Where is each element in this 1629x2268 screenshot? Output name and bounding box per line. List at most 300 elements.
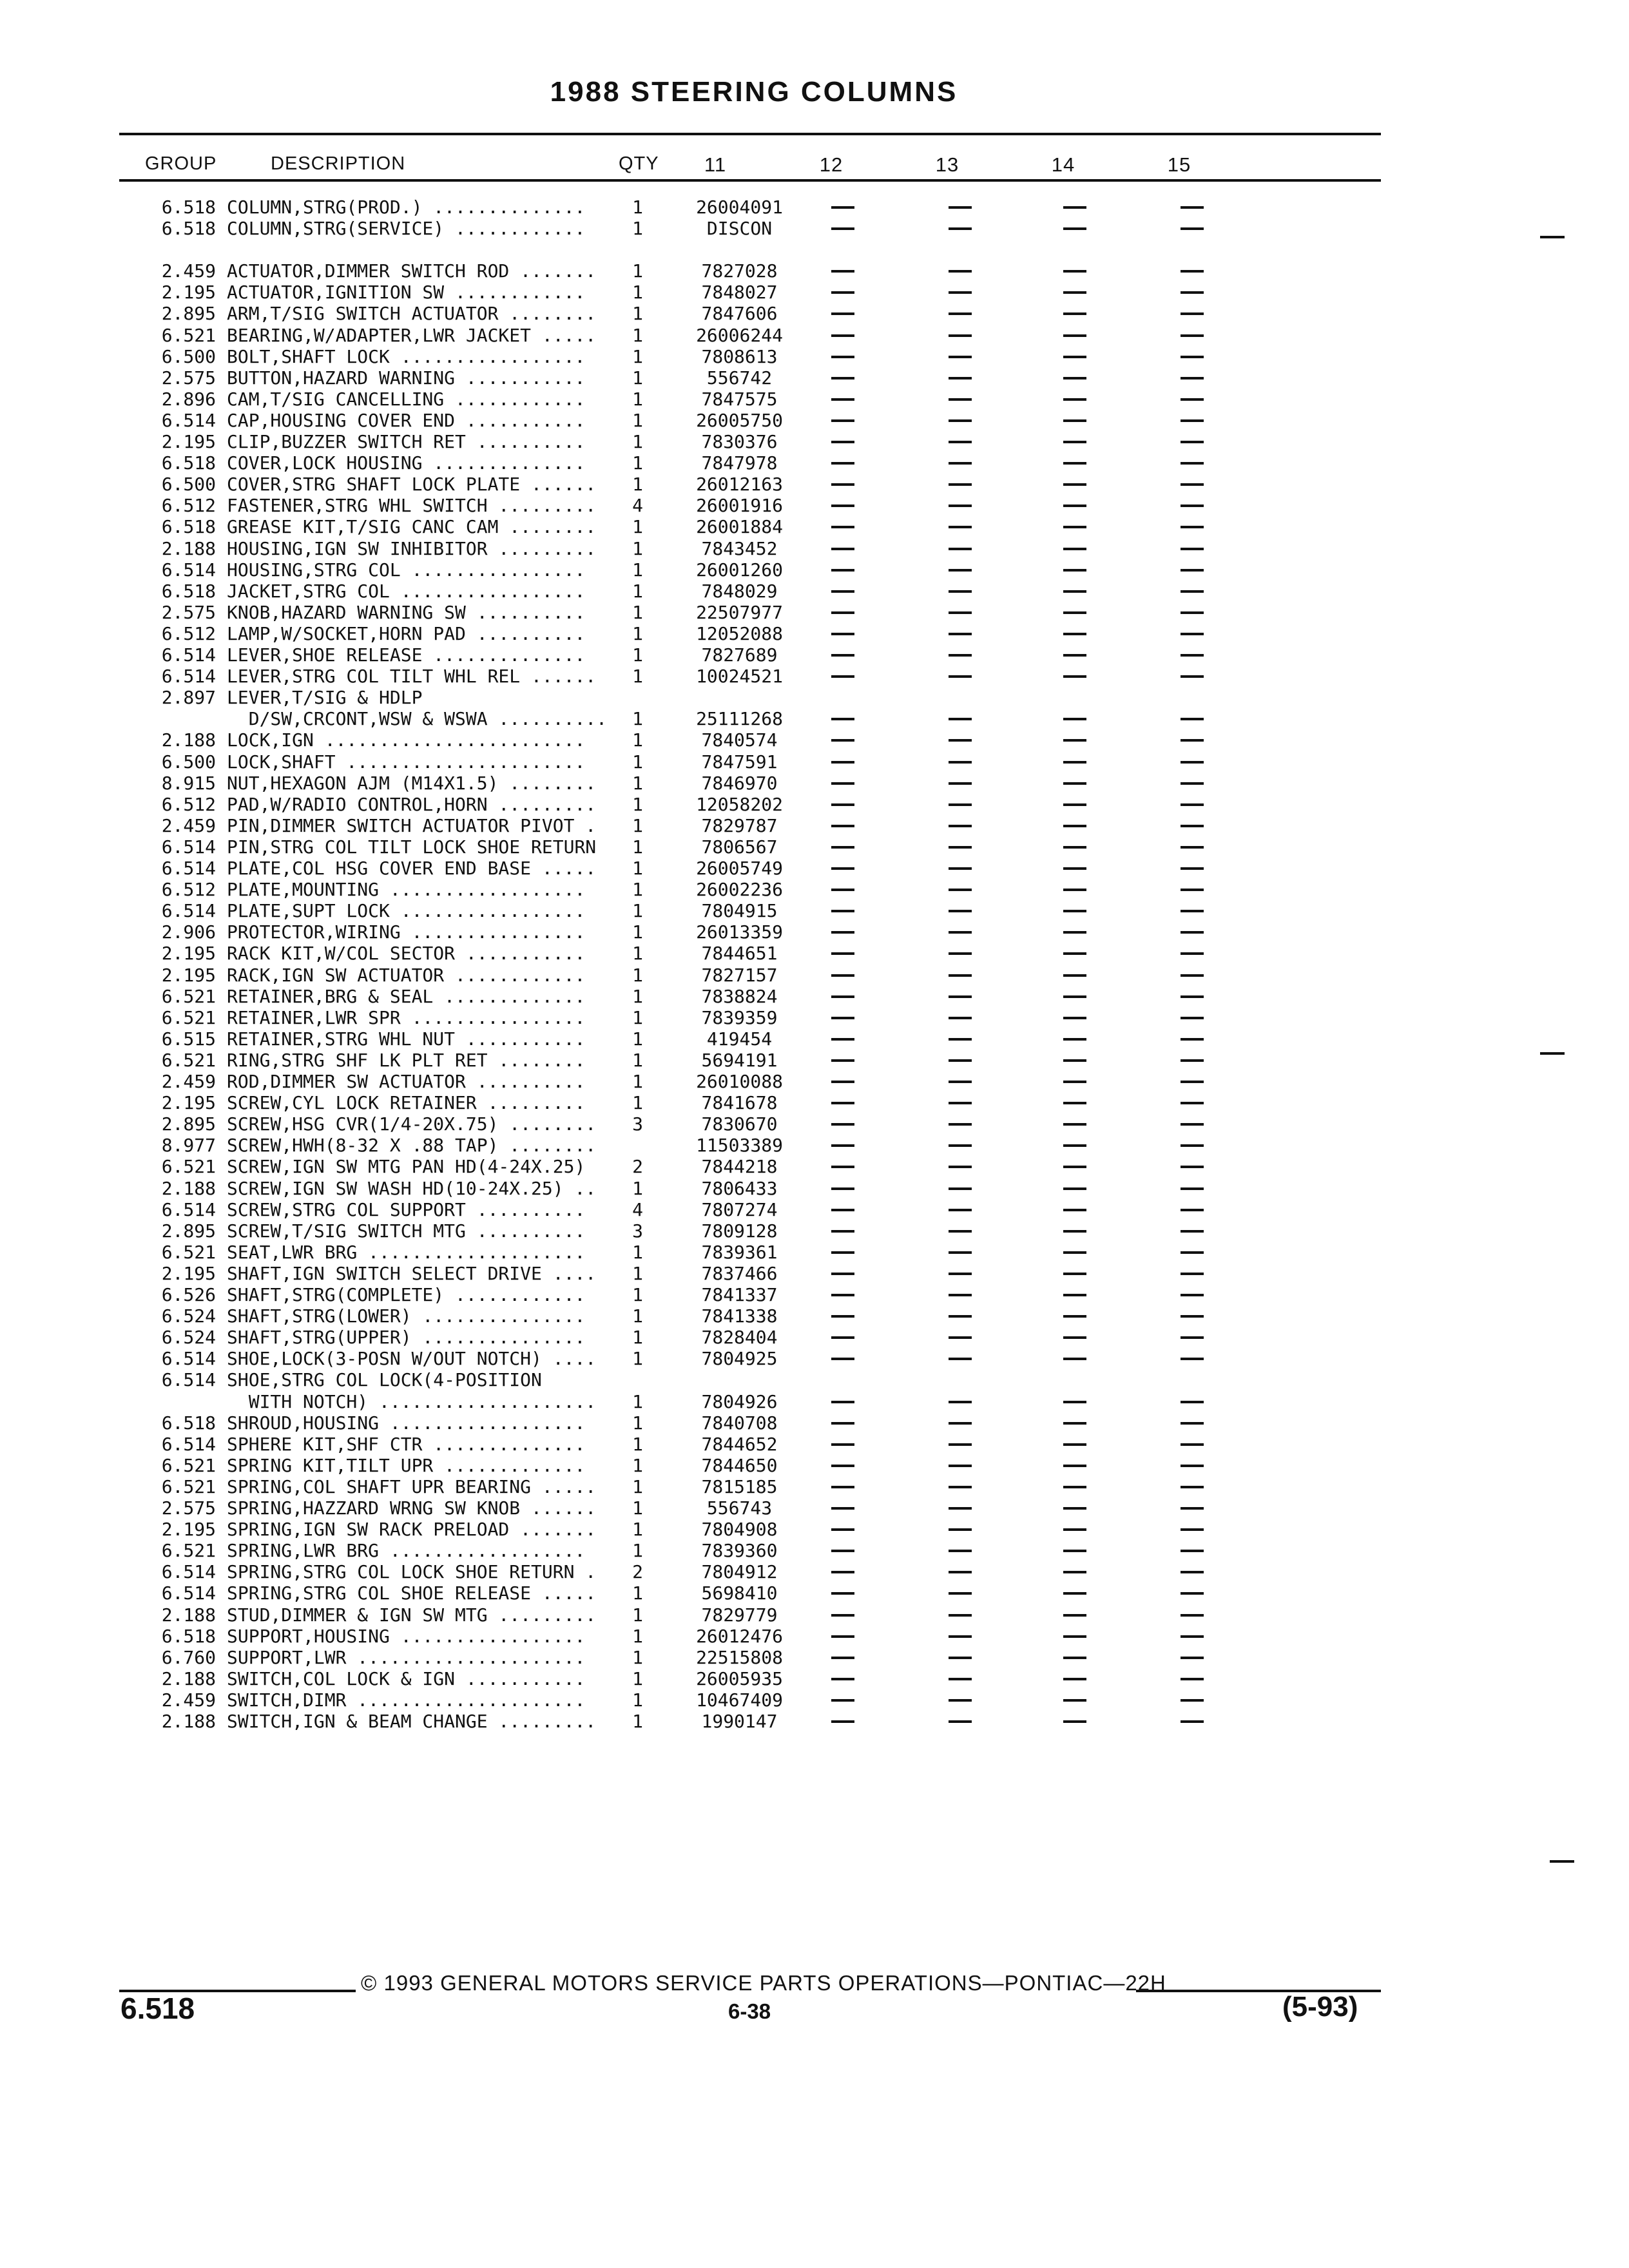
not-applicable-dash <box>1181 526 1204 528</box>
not-applicable-dash <box>1063 548 1086 550</box>
part-number-cell: 26001260 <box>696 559 783 581</box>
qty-cell: 1 <box>632 708 643 730</box>
page-title: 1988 STEERING COLUMNS <box>550 76 958 108</box>
not-applicable-dash <box>949 995 972 998</box>
not-applicable-dash <box>949 1209 972 1211</box>
description-cell: SCREW,HSG CVR(1/4-20X.75) ........ <box>227 1113 597 1135</box>
not-applicable-dash <box>831 1465 854 1467</box>
description-cell: ACTUATOR,IGNITION SW ............ <box>227 282 586 303</box>
description-cell: RETAINER,LWR SPR ................ <box>227 1006 586 1028</box>
part-number-cell: 7840708 <box>701 1412 778 1434</box>
group-cell: 2.188 <box>161 1177 216 1199</box>
not-applicable-dash <box>949 1123 972 1126</box>
not-applicable-dash <box>1063 761 1086 764</box>
part-number-cell: 26004091 <box>696 197 783 218</box>
not-applicable-dash <box>1181 1251 1204 1254</box>
group-cell: 2.459 <box>161 814 216 836</box>
qty-cell: 2 <box>632 1561 643 1583</box>
not-applicable-dash <box>1063 590 1086 593</box>
not-applicable-dash <box>949 1614 972 1617</box>
not-applicable-dash <box>1063 270 1086 273</box>
not-applicable-dash <box>1181 1528 1204 1531</box>
not-applicable-dash <box>1063 1635 1086 1638</box>
group-cell: 2.188 <box>161 1667 216 1689</box>
qty-cell: 1 <box>632 879 643 901</box>
not-applicable-dash <box>1063 1230 1086 1233</box>
not-applicable-dash <box>831 1550 854 1552</box>
not-applicable-dash <box>1181 441 1204 443</box>
qty-cell: 1 <box>632 218 643 240</box>
part-number-cell: 25111268 <box>696 708 783 730</box>
not-applicable-dash <box>831 952 854 955</box>
part-number-cell: 7846970 <box>701 772 778 794</box>
part-number-cell: 7804925 <box>701 1348 778 1370</box>
not-applicable-dash <box>1181 1699 1204 1702</box>
not-applicable-dash <box>1181 803 1204 806</box>
qty-cell: 1 <box>632 367 643 389</box>
not-applicable-dash <box>831 889 854 891</box>
description-cell: RACK KIT,W/COL SECTOR ........... <box>227 943 586 965</box>
not-applicable-dash <box>949 377 972 380</box>
part-number-cell: 7829787 <box>701 814 778 836</box>
not-applicable-dash <box>1181 611 1204 614</box>
part-number-cell: 5694191 <box>701 1049 778 1071</box>
group-cell: 2.195 <box>161 1262 216 1284</box>
not-applicable-dash <box>831 846 854 849</box>
part-number-cell: 7829779 <box>701 1604 778 1626</box>
not-applicable-dash <box>949 356 972 358</box>
not-applicable-dash <box>831 910 854 912</box>
part-number-cell: 1990147 <box>701 1711 778 1732</box>
not-applicable-dash <box>949 1571 972 1573</box>
qty-cell: 1 <box>632 388 643 410</box>
qty-cell: 1 <box>632 1006 643 1028</box>
part-number-cell: 7839360 <box>701 1540 778 1562</box>
not-applicable-dash <box>1063 1336 1086 1339</box>
description-cell: PLATE,COL HSG COVER END BASE ..... <box>227 858 597 879</box>
group-cell: 6.514 <box>161 1582 216 1604</box>
group-cell: 6.500 <box>161 474 216 495</box>
qty-cell: 1 <box>632 1582 643 1604</box>
description-cell: ARM,T/SIG SWITCH ACTUATOR ........ <box>227 303 597 325</box>
group-cell: 6.760 <box>161 1646 216 1668</box>
group-cell: 2.575 <box>161 1497 216 1519</box>
description-cell: SCREW,IGN SW WASH HD(10-24X.25) .. <box>227 1177 597 1199</box>
description-cell: KNOB,HAZARD WARNING SW .......... <box>227 601 586 623</box>
not-applicable-dash <box>1063 1699 1086 1702</box>
not-applicable-dash <box>1063 1528 1086 1531</box>
part-number-cell: 11503389 <box>696 1135 783 1157</box>
not-applicable-dash <box>831 1657 854 1659</box>
not-applicable-dash <box>1181 483 1204 486</box>
not-applicable-dash <box>1063 1294 1086 1296</box>
not-applicable-dash <box>1063 1251 1086 1254</box>
group-cell: 6.521 <box>161 1006 216 1028</box>
not-applicable-dash <box>1063 312 1086 315</box>
qty-cell: 1 <box>632 1689 643 1711</box>
not-applicable-dash <box>1181 1465 1204 1467</box>
qty-cell: 1 <box>632 1711 643 1732</box>
description-cell: SPRING,LWR BRG .................. <box>227 1540 586 1562</box>
not-applicable-dash <box>831 1336 854 1339</box>
qty-cell: 1 <box>632 516 643 538</box>
not-applicable-dash <box>831 718 854 720</box>
description-cell: RING,STRG SHF LK PLT RET ........ <box>227 1049 586 1071</box>
part-number-cell: 7804912 <box>701 1561 778 1583</box>
not-applicable-dash <box>949 718 972 720</box>
group-cell: 2.896 <box>161 388 216 410</box>
not-applicable-dash <box>831 1571 854 1573</box>
not-applicable-dash <box>1181 312 1204 315</box>
not-applicable-dash <box>831 1081 854 1083</box>
not-applicable-dash <box>1181 952 1204 955</box>
part-number-cell: 26001916 <box>696 495 783 517</box>
part-number-cell: 26006244 <box>696 324 783 346</box>
not-applicable-dash <box>831 569 854 572</box>
not-applicable-dash <box>1063 952 1086 955</box>
group-cell: 6.521 <box>161 1454 216 1476</box>
part-number-cell: 7827157 <box>701 964 778 986</box>
qty-cell: 1 <box>632 1519 643 1541</box>
not-applicable-dash <box>831 1528 854 1531</box>
qty-cell: 1 <box>632 409 643 431</box>
part-number-cell: 12052088 <box>696 622 783 644</box>
group-cell: 6.514 <box>161 1561 216 1583</box>
qty-cell: 1 <box>632 1646 643 1668</box>
not-applicable-dash <box>1181 1038 1204 1041</box>
not-applicable-dash <box>949 206 972 209</box>
not-applicable-dash <box>831 1187 854 1190</box>
group-cell: 2.195 <box>161 431 216 452</box>
group-cell: 2.188 <box>161 537 216 559</box>
not-applicable-dash <box>831 1315 854 1318</box>
not-applicable-dash <box>831 334 854 337</box>
not-applicable-dash <box>1181 1059 1204 1062</box>
not-applicable-dash <box>1063 803 1086 806</box>
part-number-cell: 22507977 <box>696 601 783 623</box>
qty-cell: 1 <box>632 260 643 282</box>
not-applicable-dash <box>831 1614 854 1617</box>
group-cell: 6.518 <box>161 1625 216 1647</box>
group-cell: 6.518 <box>161 1412 216 1434</box>
not-applicable-dash <box>1181 846 1204 849</box>
part-number-cell: 26001884 <box>696 516 783 538</box>
not-applicable-dash <box>1181 291 1204 294</box>
group-cell: 6.514 <box>161 1369 216 1391</box>
not-applicable-dash <box>831 1294 854 1296</box>
group-cell: 6.515 <box>161 1028 216 1050</box>
not-applicable-dash <box>1063 846 1086 849</box>
not-applicable-dash <box>1063 398 1086 401</box>
not-applicable-dash <box>1181 356 1204 358</box>
description-cell: LEVER,T/SIG & HDLP <box>227 687 423 709</box>
description-cell: SPRING,COL SHAFT UPR BEARING ..... <box>227 1475 597 1497</box>
part-number-cell: 12058202 <box>696 793 783 815</box>
qty-cell: 1 <box>632 751 643 773</box>
not-applicable-dash <box>949 526 972 528</box>
not-applicable-dash <box>831 1678 854 1680</box>
not-applicable-dash <box>831 1209 854 1211</box>
description-cell: SPHERE KIT,SHF CTR .............. <box>227 1433 586 1455</box>
not-applicable-dash <box>1181 718 1204 720</box>
not-applicable-dash <box>1063 825 1086 827</box>
not-applicable-dash <box>1063 654 1086 657</box>
part-number-cell: 7848027 <box>701 282 778 303</box>
description-cell: SUPPORT,HOUSING ................. <box>227 1625 586 1647</box>
qty-cell: 1 <box>632 197 643 218</box>
part-number-cell: 7807274 <box>701 1198 778 1220</box>
not-applicable-dash <box>949 548 972 550</box>
not-applicable-dash <box>1063 782 1086 785</box>
group-cell: 6.512 <box>161 495 216 517</box>
not-applicable-dash <box>1063 675 1086 678</box>
part-number-cell: 7830670 <box>701 1113 778 1135</box>
part-number-cell: 7815185 <box>701 1475 778 1497</box>
not-applicable-dash <box>831 398 854 401</box>
group-cell: 6.514 <box>161 1433 216 1455</box>
not-applicable-dash <box>949 462 972 465</box>
not-applicable-dash <box>949 1657 972 1659</box>
not-applicable-dash <box>1181 1144 1204 1147</box>
not-applicable-dash <box>1063 1465 1086 1467</box>
qty-cell: 1 <box>632 1604 643 1626</box>
group-cell: 6.518 <box>161 452 216 474</box>
group-cell: 2.895 <box>161 303 216 325</box>
not-applicable-dash <box>949 931 972 934</box>
not-applicable-dash <box>949 1038 972 1041</box>
part-number-cell: 26005750 <box>696 409 783 431</box>
not-applicable-dash <box>831 291 854 294</box>
group-cell: 6.518 <box>161 197 216 218</box>
description-cell: NUT,HEXAGON AJM (M14X1.5) ........ <box>227 772 597 794</box>
not-applicable-dash <box>831 633 854 635</box>
qty-cell: 4 <box>632 1198 643 1220</box>
not-applicable-dash <box>1063 1102 1086 1104</box>
group-cell: 2.575 <box>161 601 216 623</box>
group-cell: 2.195 <box>161 943 216 965</box>
description-cell: SCREW,STRG COL SUPPORT .......... <box>227 1198 586 1220</box>
not-applicable-dash <box>1063 356 1086 358</box>
qty-cell: 1 <box>632 1348 643 1370</box>
group-cell: 6.521 <box>161 1241 216 1263</box>
part-number-cell: 26002236 <box>696 879 783 901</box>
not-applicable-dash <box>949 910 972 912</box>
part-number-cell: 7847591 <box>701 751 778 773</box>
qty-cell: 1 <box>632 1540 643 1562</box>
not-applicable-dash <box>949 1294 972 1296</box>
not-applicable-dash <box>831 206 854 209</box>
not-applicable-dash <box>949 483 972 486</box>
qty-cell: 1 <box>632 1241 643 1263</box>
not-applicable-dash <box>949 569 972 572</box>
not-applicable-dash <box>949 1017 972 1019</box>
not-applicable-dash <box>1181 505 1204 507</box>
part-number-cell: 7828404 <box>701 1327 778 1349</box>
not-applicable-dash <box>1181 1486 1204 1488</box>
description-cell: SHROUD,HOUSING .................. <box>227 1412 586 1434</box>
description-cell: ACTUATOR,DIMMER SWITCH ROD ....... <box>227 260 597 282</box>
group-cell: 6.524 <box>161 1327 216 1349</box>
part-number-cell: 7804926 <box>701 1390 778 1412</box>
not-applicable-dash <box>831 1144 854 1147</box>
not-applicable-dash <box>1063 291 1086 294</box>
group-cell: 6.521 <box>161 1049 216 1071</box>
not-applicable-dash <box>1181 654 1204 657</box>
not-applicable-dash <box>831 1273 854 1275</box>
group-cell: 6.500 <box>161 345 216 367</box>
qty-cell: 1 <box>632 559 643 581</box>
part-number-cell: 26013359 <box>696 921 783 943</box>
not-applicable-dash <box>949 1592 972 1595</box>
description-cell: SWITCH,COL LOCK & IGN ........... <box>227 1667 586 1689</box>
description-cell: SHOE,LOCK(3-POSN W/OUT NOTCH) .... <box>227 1348 597 1370</box>
qty-cell: 2 <box>632 1156 643 1178</box>
qty-cell: 1 <box>632 537 643 559</box>
part-number-cell: 7839361 <box>701 1241 778 1263</box>
not-applicable-dash <box>949 1336 972 1339</box>
not-applicable-dash <box>949 291 972 294</box>
part-number-cell: 7844651 <box>701 943 778 965</box>
group-cell: 6.512 <box>161 622 216 644</box>
not-applicable-dash <box>1063 867 1086 870</box>
not-applicable-dash <box>1063 569 1086 572</box>
qty-cell: 1 <box>632 1028 643 1050</box>
part-number-cell: 7806567 <box>701 836 778 858</box>
not-applicable-dash <box>1063 526 1086 528</box>
qty-cell: 1 <box>632 282 643 303</box>
part-number-cell: 26005749 <box>696 858 783 879</box>
qty-cell: 1 <box>632 1433 643 1455</box>
part-number-cell: 7841337 <box>701 1284 778 1305</box>
not-applicable-dash <box>949 1315 972 1318</box>
description-cell: CLIP,BUZZER SWITCH RET .......... <box>227 431 586 452</box>
not-applicable-dash <box>831 1017 854 1019</box>
not-applicable-dash <box>949 974 972 977</box>
not-applicable-dash <box>831 974 854 977</box>
not-applicable-dash <box>949 611 972 614</box>
not-applicable-dash <box>831 356 854 358</box>
not-applicable-dash <box>831 419 854 422</box>
not-applicable-dash <box>831 312 854 315</box>
description-cell: LAMP,W/SOCKET,HORN PAD .......... <box>227 622 586 644</box>
not-applicable-dash <box>1063 1614 1086 1617</box>
not-applicable-dash <box>949 1550 972 1552</box>
part-number-cell: 5698410 <box>701 1582 778 1604</box>
not-applicable-dash <box>1063 1720 1086 1723</box>
not-applicable-dash <box>831 1123 854 1126</box>
not-applicable-dash <box>831 1166 854 1168</box>
qty-cell: 1 <box>632 772 643 794</box>
part-number-cell: 7844650 <box>701 1454 778 1476</box>
not-applicable-dash <box>1063 1209 1086 1211</box>
footer-page-number: 6-38 <box>728 1999 771 2023</box>
part-number-cell: 22515808 <box>696 1646 783 1668</box>
description-cell: BOLT,SHAFT LOCK ................. <box>227 345 586 367</box>
margin-mark <box>1540 1052 1565 1055</box>
qty-cell: 1 <box>632 1284 643 1305</box>
not-applicable-dash <box>1181 910 1204 912</box>
not-applicable-dash <box>1181 1294 1204 1296</box>
not-applicable-dash <box>1181 675 1204 678</box>
not-applicable-dash <box>949 1528 972 1531</box>
not-applicable-dash <box>949 1422 972 1425</box>
not-applicable-dash <box>1181 1592 1204 1595</box>
description-cell: BEARING,W/ADAPTER,LWR JACKET ..... <box>227 324 597 346</box>
not-applicable-dash <box>1181 782 1204 785</box>
not-applicable-dash <box>831 1699 854 1702</box>
not-applicable-dash <box>1063 1486 1086 1488</box>
not-applicable-dash <box>949 590 972 593</box>
not-applicable-dash <box>1063 334 1086 337</box>
not-applicable-dash <box>831 931 854 934</box>
description-cell: SHAFT,STRG(UPPER) ............... <box>227 1327 586 1349</box>
not-applicable-dash <box>1063 1422 1086 1425</box>
qty-cell: 1 <box>632 836 643 858</box>
group-cell: 2.195 <box>161 964 216 986</box>
part-number-cell: 7806433 <box>701 1177 778 1199</box>
not-applicable-dash <box>831 548 854 550</box>
not-applicable-dash <box>1181 1017 1204 1019</box>
part-number-cell: 7841678 <box>701 1092 778 1114</box>
description-cell: COVER,LOCK HOUSING .............. <box>227 452 586 474</box>
group-cell: 6.514 <box>161 1198 216 1220</box>
not-applicable-dash <box>831 1401 854 1403</box>
group-cell: 6.514 <box>161 836 216 858</box>
not-applicable-dash <box>1063 1187 1086 1190</box>
group-cell: 6.514 <box>161 644 216 666</box>
not-applicable-dash <box>949 1678 972 1680</box>
not-applicable-dash <box>1181 1273 1204 1275</box>
not-applicable-dash <box>949 803 972 806</box>
description-cell: SPRING,IGN SW RACK PRELOAD ....... <box>227 1519 597 1541</box>
not-applicable-dash <box>1063 633 1086 635</box>
part-number-cell: 10467409 <box>696 1689 783 1711</box>
not-applicable-dash <box>831 825 854 827</box>
not-applicable-dash <box>1063 739 1086 742</box>
not-applicable-dash <box>831 1720 854 1723</box>
col-header-12: 12 <box>819 153 843 176</box>
description-cell: PIN,DIMMER SWITCH ACTUATOR PIVOT . <box>227 814 597 836</box>
not-applicable-dash <box>949 1251 972 1254</box>
part-number-cell: 26010088 <box>696 1071 783 1092</box>
not-applicable-dash <box>949 441 972 443</box>
group-cell: 2.895 <box>161 1113 216 1135</box>
group-cell: 2.575 <box>161 367 216 389</box>
description-cell: LOCK,SHAFT ...................... <box>227 751 586 773</box>
not-applicable-dash <box>1063 1657 1086 1659</box>
qty-cell: 1 <box>632 1262 643 1284</box>
not-applicable-dash <box>831 739 854 742</box>
not-applicable-dash <box>1181 1187 1204 1190</box>
not-applicable-dash <box>949 1443 972 1446</box>
not-applicable-dash <box>1063 1059 1086 1062</box>
qty-cell: 1 <box>632 1071 643 1092</box>
not-applicable-dash <box>1181 1571 1204 1573</box>
description-cell: FASTENER,STRG WHL SWITCH ......... <box>227 495 597 517</box>
not-applicable-dash <box>1063 995 1086 998</box>
not-applicable-dash <box>949 334 972 337</box>
not-applicable-dash <box>949 1102 972 1104</box>
not-applicable-dash <box>831 1358 854 1360</box>
description-cell: SPRING,STRG COL LOCK SHOE RETURN . <box>227 1561 597 1583</box>
group-cell: 2.188 <box>161 729 216 751</box>
part-number-cell: 7809128 <box>701 1220 778 1242</box>
not-applicable-dash <box>1063 1166 1086 1168</box>
footer-date: (5-93) <box>1282 1991 1358 2023</box>
not-applicable-dash <box>1181 825 1204 827</box>
not-applicable-dash <box>1181 867 1204 870</box>
not-applicable-dash <box>1063 889 1086 891</box>
